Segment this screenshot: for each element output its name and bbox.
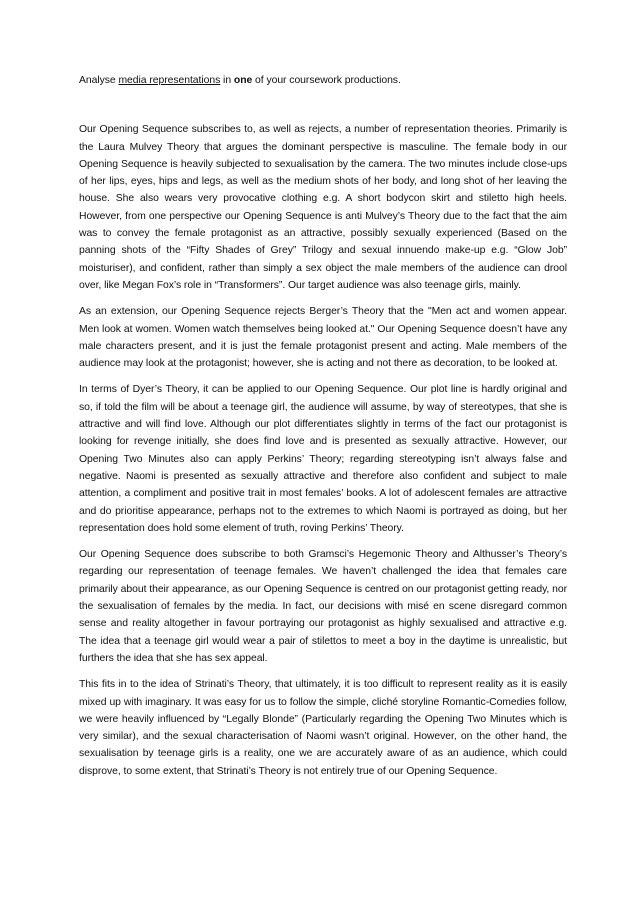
paragraph-dyer-perkins: In terms of Dyer’s Theory, it can be applied to our Opening Sequence. Our plot line is hardly original and so, if told the film will be about a teenage girl, the audience will assume, by way of stereotypes, that she is attractive and will find love. Although our plot differentiates slightly in terms of the fact our protagonist is looking for revenge initially, she does find love and is presented as sexually attractive. However, our Opening Two Minutes also can apply Perkins’ Theory; regarding stereotyping isn’t always false and negative. Naomi is presented as sexually attractive and therefore also confident and subject to male attention, a compliment and positive trait in most females’ books. A lot of adolescent females are attractive and do prioritise appearance, perhaps not to the extremes to which Naomi is portrayed as doing, but her representation does hold some element of truth, roving Perkins’ Theory.	[79, 384, 567, 534]
paragraph-gramsci-althusser: Our Opening Sequence does subscribe to both Gramsci’s Hegemonic Theory and Althusser’s Theory’s regarding our representation of teenage females. We haven’t challenged the idea that females care primarily about their appearance, as our Opening Sequence is centred on our protagonist getting ready, nor the sexualisation of females by the media. In fact, our decisions with misé en scene disregard common sense and reality altogether in favour portraying our protagonist as highly sexualised and attractive e.g. The idea that a teenage girl would wear a pair of stilettos to meet a boy in the daytime is unrealistic, but furthers the idea that she has sex appeal.	[79, 549, 567, 664]
question-underlined-term: media representations	[118, 75, 221, 86]
essay-question	[79, 72, 567, 89]
question-suffix: of your coursework productions.	[252, 75, 401, 86]
question-bold-term: one	[233, 75, 253, 86]
paragraph-mulvey: Our Opening Sequence subscribes to, as well as rejects, a number of representation theories. Primarily is the Laura Mulvey Theory that argues the dominant perspective is masculine. The female body in our Opening Sequence is heavily subjected to sexualisation by the camera. The two minutes include close-ups of her lips, eyes, hips and legs, as well as the medium shots of her body, and long shot of her leaving the house. She also wears very provocative clothing e.g. A short bodycon skirt and stiletto high heels. However, from one perspective our Opening Sequence is anti Mulvey’s Theory due to the fact that the aim was to convey the female protagonist as an attractive, possibly sexually experienced (Based on the panning shots of the “Fifty Shades of Grey” Trilogy and sexual innuendo make-up e.g. “Glow Job” moisturiser), and confident, rather than simply a sex object the male members of the audience can drool over, like Megan Fox’s role in “Transformers”. Our target audience was also teenage girls, mainly.	[79, 124, 567, 291]
question-prefix: Analyse	[79, 75, 119, 86]
document-body	[79, 72, 567, 789]
paragraph-strinati: This fits in to the idea of Strinati’s Theory, that ultimately, it is too difficult to represent reality as it is easily mixed up with imaginary. It was easy for us to follow the simple, cliché storyline Romantic-Comedies follow, we were heavily influenced by “Legally Blonde” (Particularly regarding the Opening Two Minutes which is very similar), and the sexual characterisation of Naomi wasn’t original. However, on the other hand, the sexualisation by teenage girls is a reality, one we are accurately aware of as an audience, which could disprove, to some extent, that Strinati’s Theory is not entirely true of our Opening Sequence.	[79, 679, 567, 777]
question-middle: in	[220, 75, 234, 86]
paragraph-berger: As an extension, our Opening Sequence rejects Berger’s Theory that the "Men act and women appear. Men look at women. Women watch themselves being looked at." Our Opening Sequence doesn’t have any male characters present, and it is just the female protagonist present and acting. Male members of the audience may look at the protagonist; however, she is acting and not there as decoration, to be looked at.	[79, 306, 567, 370]
